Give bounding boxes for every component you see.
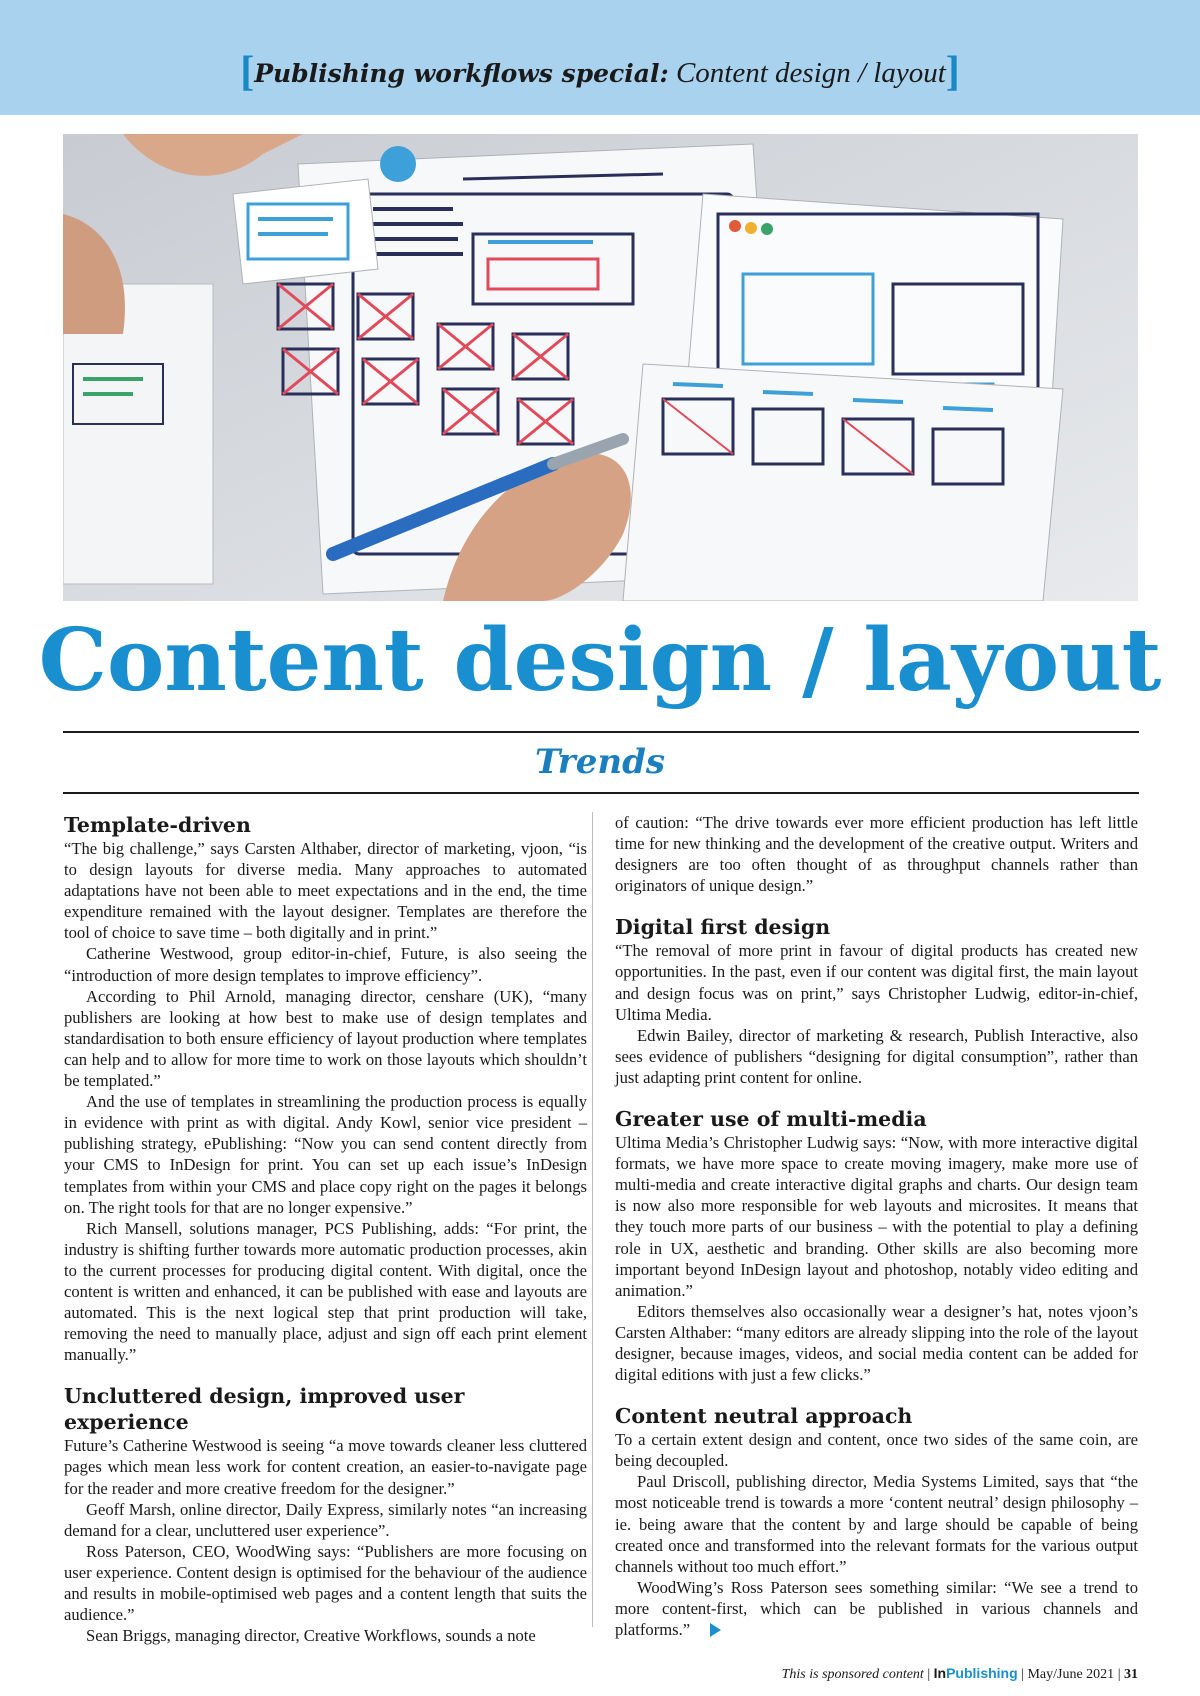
paragraph: Editors themselves also occasionally wear a designer’s hat, notes vjoon’s Carsten Althaber: “many editors are already slipping into the role of the layout designer, because images, videos, and social media content can be added for digital editions with just a few clicks.” (615, 1301, 1138, 1385)
title-rule-bottom (63, 792, 1139, 794)
paragraph: of caution: “The drive towards ever more efficient production has left little time for new thinking and the development of the creative output. Writers and designers are too often thought of as throughput channels rather than originators of unique design.” (615, 813, 1138, 896)
section-gap (615, 896, 1138, 914)
sponsored-note: This is sponsored content (781, 1667, 924, 1682)
subheading-template-driven: Template-driven (64, 813, 251, 837)
paragraph: Ultima Media’s Christopher Ludwig says: “Now, with more interactive digital formats, we have more space to create moving imagery, make more use of multi-media and create interactive digital graphs and charts. Our design team is now also more responsible for web layouts and microsites. It means that they touch more parts of our business – with the potential to play a defining role in UX, aesthetic and branding. Other skills are also becoming more important beyond InDesign layout and photoshop, notably video editing and animation.” (615, 1133, 1138, 1300)
paragraph: Ross Paterson, CEO, WoodWing says: “Publishers are more focusing on user experience. Content design is optimised for the behaviour of the audience and results in mobile-optimised web pages and a content length that suits the audience.” (64, 1541, 587, 1625)
paragraph: Future’s Catherine Westwood is seeing “a move towards cleaner less cluttered pages which mean less work for content creation, an easier-to-navigate page for the reader and more creative freedom for the designer.” (64, 1436, 587, 1498)
paragraph: And the use of templates in streamlining the production process is equally in evidence with print as with digital. Andy Kowl, senior vice president – publishing strategy, ePublishing: “Now you can send content directly from your CMS to InDesign for print. You can set up each issue’s InDesign templates from within your CMS and place copy right on the pages it belongs on. The right tools for that are no longer expensive.” (64, 1092, 587, 1217)
article-title: Content design / layout (38, 610, 1162, 711)
wireframe-sketches-photo-icon (63, 134, 1138, 601)
section-header-bar (0, 0, 1200, 115)
paragraph: Rich Mansell, solutions manager, PCS Publishing, adds: “For print, the industry is shifting further towards more automatic production processes, akin to the current processes for producing digital content. With digital, once the content is written and enhanced, it can be published with ease and layouts are automated. This is the next logical step that print production will take, removing the need to manually place, adjust and sign off each print element manually.” (64, 1218, 587, 1365)
paragraph-last-text: WoodWing’s Ross Paterson sees something similar: “We see a trend to more content-first, which can be published in various channels and platforms.” (615, 1577, 1138, 1639)
paragraph: “The removal of more print in favour of digital products has created new opportunities. In the past, even if our content was digital first, the main layout and design focus was on print,” says Christopher Ludwig, editor-in-chief, Ultima Media. (615, 941, 1138, 1024)
subheading-digital-first: Digital first design (615, 915, 831, 940)
footer-separator: | (1017, 1667, 1028, 1682)
page-number: 31 (1124, 1667, 1138, 1682)
hero-image (63, 134, 1138, 601)
section-label: Publishing workflows special: (254, 59, 669, 88)
section-gap (615, 1385, 1138, 1403)
paragraph: According to Phil Arnold, managing director, censhare (UK), “many publishers are looking at how best to make use of design templates and standardisation to both ensure efficiency of layout production where templates can help and to allow for more time to work on those layouts which shouldn’t be templated.” (64, 986, 587, 1091)
end-of-article-icon (710, 1623, 721, 1637)
paragraph: To a certain extent design and content, once two sides of the same coin, are being decoupled. (615, 1430, 1138, 1471)
page-footer (782, 1665, 1138, 1683)
paragraph-last (615, 1577, 1138, 1640)
bracket-left: [ (240, 49, 255, 95)
right-column (615, 812, 1138, 1640)
section-topic: Content design / layout (675, 57, 946, 89)
subheading-multi-media: Greater use of multi-media (615, 1107, 927, 1132)
subheading-uncluttered-design: Uncluttered design, improved user experience (64, 1384, 465, 1435)
section-header-text (0, 48, 1200, 96)
paragraph: Catherine Westwood, group editor-in-chief, Future, is also seeing the “introduction of more design templates to improve efficiency”. (64, 944, 587, 985)
paragraph: Sean Briggs, managing director, Creative Workflows, sounds a note (86, 1626, 536, 1646)
subheading-content-neutral: Content neutral approach (615, 1404, 913, 1429)
footer-separator: | (923, 1667, 934, 1682)
paragraph: “The big challenge,” says Carsten Althaber, director of marketing, vjoon, “is to design layouts for diverse media. Many approaches to automated adaptations have not been able to meet expectations and in the end, the time expenditure remained with the layout designer. Templates are therefore the tool of choice to save time – both digitally and in print.” (64, 839, 587, 943)
paragraph: Geoff Marsh, online director, Daily Express, similarly notes “an increasing demand for a clear, uncluttered user experience”. (64, 1499, 587, 1540)
footer-separator: | (1114, 1667, 1124, 1682)
brand-publishing: Publishing (946, 1665, 1018, 1681)
section-gap (615, 1088, 1138, 1106)
title-rule-top (63, 731, 1139, 733)
brand-in: In (933, 1665, 947, 1681)
paragraph: Edwin Bailey, director of marketing & research, Publish Interactive, also sees evidence of publishers “designing for digital consumption”, rather than just adapting print content for online. (615, 1025, 1138, 1087)
issue-date: May/June 2021 (1027, 1667, 1115, 1682)
section-gap (64, 1365, 587, 1383)
left-column (64, 812, 587, 1646)
article-subtitle: Trends (534, 742, 665, 782)
paragraph: Paul Driscoll, publishing director, Media Systems Limited, says that “the most noticeable trend is towards a more ‘content neutral’ design philosophy – ie. being aware that the content by and large should be capable of being created once and transformed into the relevant formats for the various output channels without too much effort.” (615, 1472, 1138, 1576)
column-divider (592, 812, 593, 1627)
bracket-right: ] (945, 49, 960, 95)
